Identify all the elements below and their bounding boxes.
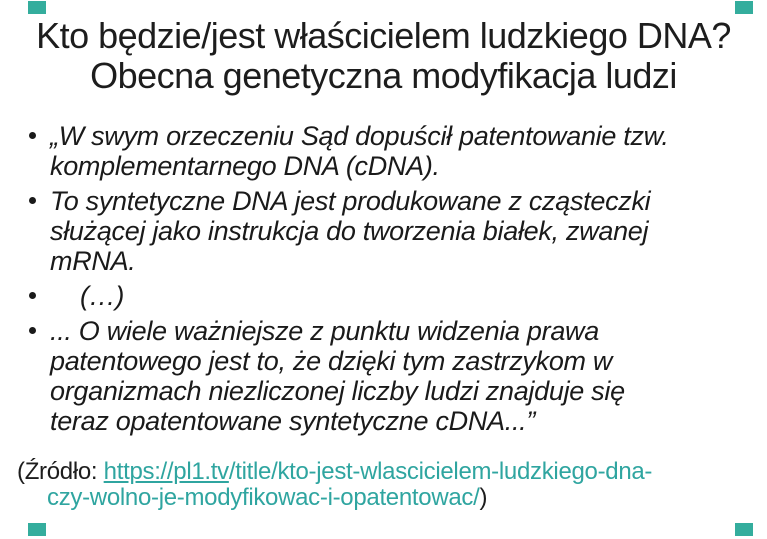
source-link[interactable]: /title/kto-jest-wlascicielem-ludzkiego-dna- [228,458,653,485]
source-link[interactable]: czy-wolno-je-modyfikowac-i-opatentowac/ [47,484,480,511]
source-line-2 [47,485,767,511]
slide-title-line-2: Obecna genetyczna modyfikacja ludzi [90,55,677,96]
corner-marker-top-left [28,1,46,14]
bullet-line: To syntetyczne DNA jest produkowane z cząsteczki [50,186,651,216]
bullet-line: mRNA. [50,246,136,276]
bullet-item-2 [0,186,767,276]
bullet-icon [29,327,36,334]
bullet-icon [29,197,36,204]
slide-title [0,16,767,96]
bullet-line: organizmach niezliczonej liczby ludzi znajduje się [50,376,625,406]
bullet-icon [29,292,36,299]
bullet-line: ... O wiele ważniejsze z punktu widzenia prawa [50,316,599,346]
bullet-item-1 [0,121,767,181]
source-suffix: ) [479,484,488,511]
source-citation [17,459,767,511]
corner-marker-bottom-right [735,523,753,536]
bullet-line: (…) [80,281,125,311]
bullet-item-4 [0,316,767,436]
bullet-line: „W swym orzeczeniu Sąd dopuścił patentowanie tzw. [50,121,669,151]
corner-marker-bottom-left [28,523,46,536]
source-link[interactable]: https://pl1.tv [103,458,229,485]
bullet-list [0,121,767,436]
bullet-line: służącej jako instrukcja do tworzenia białek, zwanej [50,216,649,246]
slide-title-line-1: Kto będzie/jest właścicielem ludzkiego DNA? [36,15,731,56]
source-prefix: (Źródło: [17,458,104,485]
bullet-line: patentowego jest to, że dzięki tym zastrzykom w [50,346,613,376]
corner-marker-top-right [735,1,753,14]
bullet-line: komplementarnego DNA (cDNA). [50,151,440,181]
bullet-icon [29,132,36,139]
bullet-item-3 [0,281,767,311]
source-line-1 [17,459,767,485]
bullet-line: teraz opatentowane syntetyczne cDNA...” [50,406,536,436]
